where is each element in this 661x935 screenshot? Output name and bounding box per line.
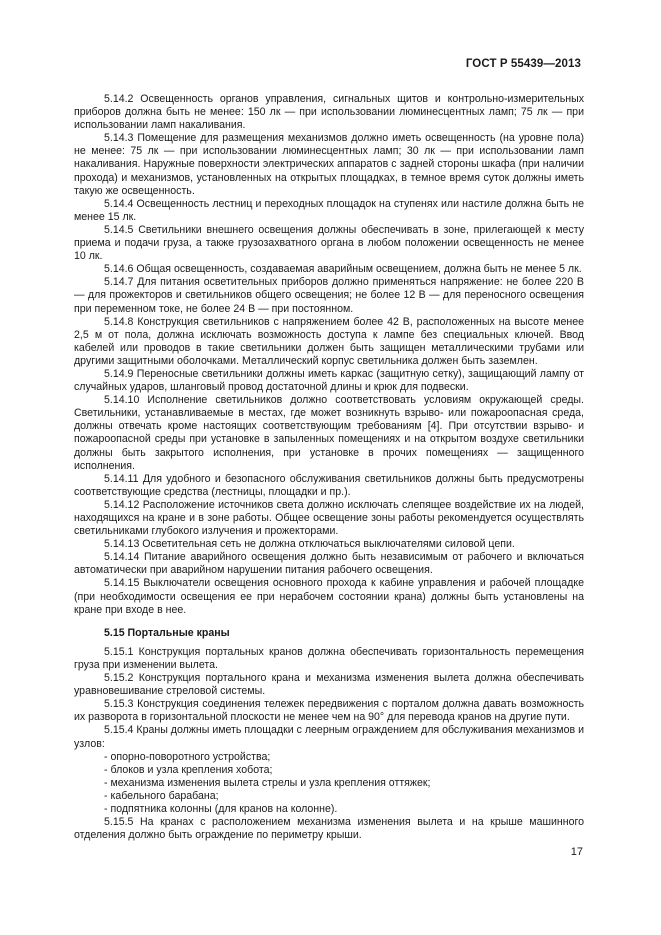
paragraph-5-14-14: 5.14.14 Питание аварийного освещения должно быть независимым от рабочего и включаться автоматически при аварийном нарушении питания рабочего освещения. [74,551,584,577]
list-item: - подпятника колонны (для кранов на колонне). [104,802,338,815]
paragraph-5-14-15: 5.14.15 Выключатели освещения основного прохода к кабине управления и рабочей площадке (при необходимости освещения ее при нерабочем состоянии крана) должны быть установлены на кране при входе в нее. [74,577,584,616]
paragraph-5-15-2: 5.15.2 Конструкция портального крана и механизма изменения вылета должна обеспечивать уравновешивание стреловой системы. [74,672,584,698]
paragraph-5-14-7: 5.14.7 Для питания осветительных приборов должно применяться напряжение: не более 220 В — для прожекторов и светильников общего освещения; не более 12 В — для переносного освещения при переменном токе, не более 24 В — при постоянном. [74,276,584,315]
paragraph-5-14-6: 5.14.6 Общая освещенность, создаваемая аварийным освещением, должна быть не менее 5 лк. [104,263,582,276]
paragraph-5-14-2: 5.14.2 Освещенность органов управления, сигнальных щитов и контрольно-измерительных приборов должна быть не менее: 150 лк — при использовании люминесцентных ламп; 75 лк — при использовании ламп накаливания. [74,93,584,132]
paragraph-5-14-11: 5.14.11 Для удобного и безопасного обслуживания светильников должны быть предусмотрены соответствующие средства (лестницы, площадки и пр.). [74,472,584,498]
paragraph-5-15-3: 5.15.3 Конструкция соединения тележек передвижения с порталом должна давать возможность их разворота в горизонтальной плоскости не менее чем на 90° для перевода кранов на другие пути. [74,698,584,724]
list-item: - блоков и узла крепления хобота; [104,763,273,776]
paragraph-5-14-3: 5.14.3 Помещение для размещения механизмов должно иметь освещенность (на уровне пола) не менее: 75 лк — при использовании люминесцентных ламп; 30 лк — при использовании ламп накаливания. Наружные поверхности электрических аппаратов с задней стороны шкафа (при наличии прохода) и механизмов, установленных на открытых площадках, в темное время суток должны иметь такую же освещенность. [74,132,584,197]
paragraph-5-14-12: 5.14.12 Расположение источников света должно исключать слепящее воздействие их на людей, находящихся на кране и в зоне работы. Общее освещение зоны работы рекомендуется осуществлять светильниками глубокого излучения и прожекторами. [74,498,584,538]
paragraph-5-14-4: 5.14.4 Освещенность лестниц и переходных площадок на ступенях или настиле должна быть не менее 15 лк. [74,197,584,223]
paragraph-5-14-8: 5.14.8 Конструкция светильников с напряжением более 42 В, расположенных на высоте менее 2,5 м от пола, должна исключать возможность доступа к лампе без специальных ключей. Ввод кабелей или проводов в такие светильники должен быть защищен металлическими трубами или другими защитными оболочками. Металлический корпус светильника должен быть заземлен. [74,315,584,367]
paragraph-5-14-10: 5.14.10 Исполнение светильников должно соответствовать условиям окружающей среды. Светильники, устанавливаемые в местах, где может возникнуть взрыво- или пожароопасная среда, должны отвечать кроме настоящих соответствующим требованиям [4]. При отсутствии взрыво- и пожароопасной среды при установке в запыленных помещениях и на открытом воздухе светильники должны быть закрытого исполнения, при установке в прочих помещениях — защищенного исполнения. [74,394,584,472]
paragraph-5-15-4: 5.15.4 Краны должны иметь площадки с леерным ограждением для обслуживания механизмов и узлов: [74,724,584,750]
list-item: - опорно-поворотного устройства; [104,750,271,763]
paragraph-5-14-13: 5.14.13 Осветительная сеть не должна отключаться выключателями силовой цепи. [104,538,515,551]
paragraph-5-14-9: 5.14.9 Переносные светильники должны иметь каркас (защитную сетку), защищающий лампу от случайных ударов, шланговый провод достаточной длины и крюк для подвески. [74,367,584,394]
list-item: - механизма изменения вылета стрелы и узла крепления оттяжек; [104,776,431,789]
paragraph-5-15-1: 5.15.1 Конструкция портальных кранов должна обеспечивать горизонтальность перемещения груза при изменении вылета. [74,645,584,671]
section-heading: 5.15 Портальные краны [104,626,230,639]
document-body [74,93,584,842]
document-code: ГОСТ Р 55439—2013 [465,58,581,70]
list-item: - кабельного барабана; [104,789,219,802]
page-number: 17 [570,846,583,858]
paragraph-5-15-5: 5.15.5 На кранах с расположением механизма изменения вылета и на крыше машинного отделения должно быть ограждение по периметру крыши. [74,816,584,842]
paragraph-5-14-5: 5.14.5 Светильники внешнего освещения должны обеспечивать в зоне, прилегающей к месту приема и подачи груза, а также грузозахватного органа в любом положении освещенность не менее 10 лк. [74,223,584,263]
